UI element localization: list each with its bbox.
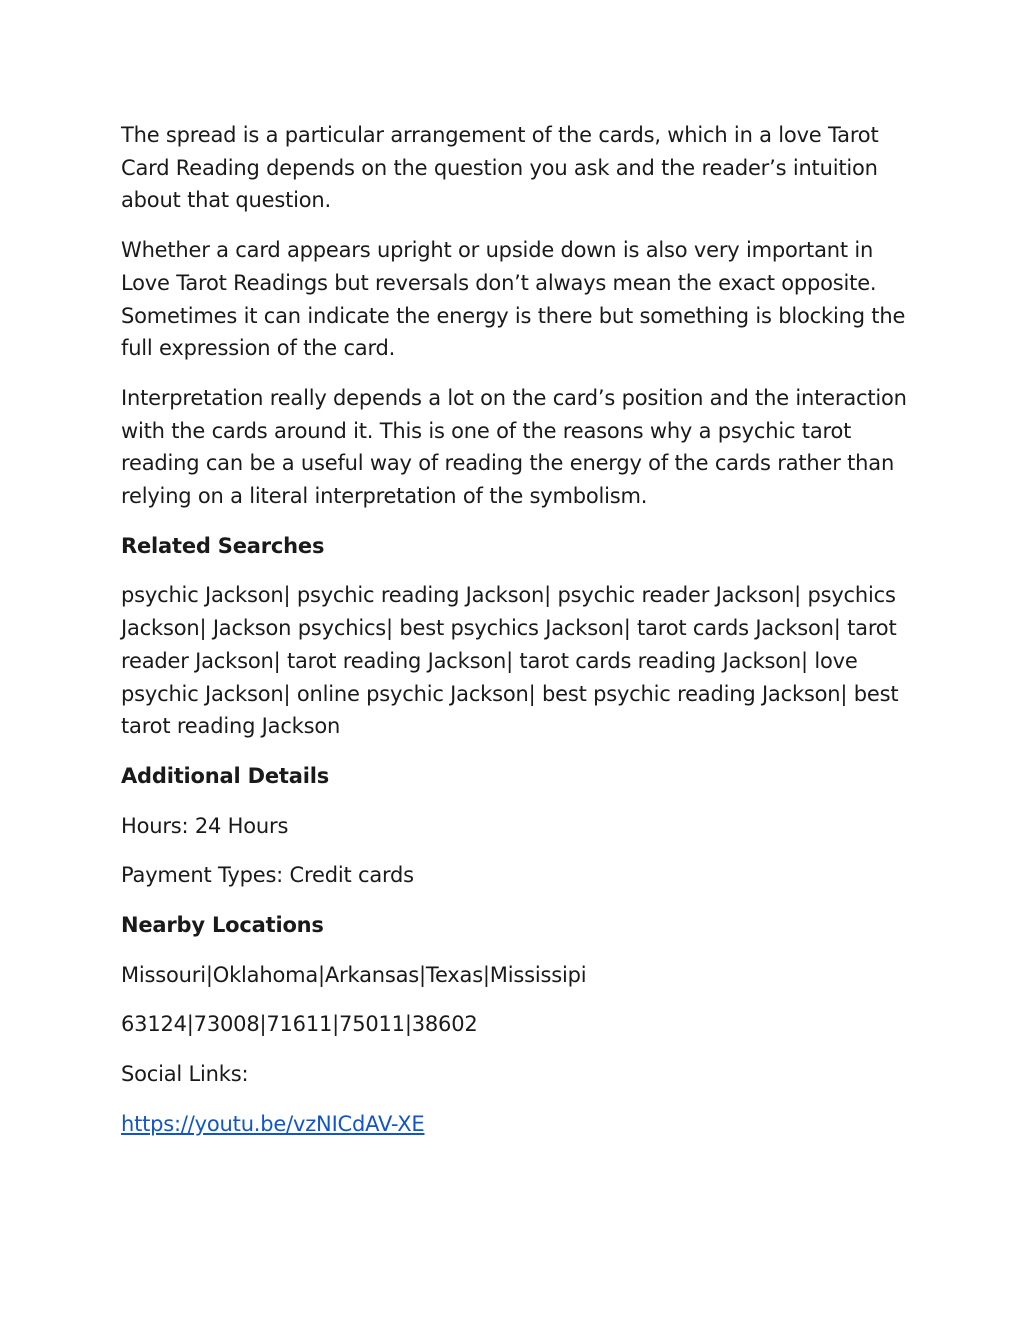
- paragraph-interpretation: Interpretation really depends a lot on the card’s position and the interaction with the cards around it. This is one of the reasons why a psychic tarot reading can be a useful way of reading the energy of the cards rather than relying on a literal interpretation of the symbolism.: [121, 385, 907, 509]
- paragraph-reversals: Whether a card appears upright or upside down is also very important in Love Tarot Readings but reversals don’t always mean the exact opposite. Sometimes it can indicate the energy is there but something is blocking the full expression of the card.: [121, 238, 906, 361]
- nearby-states-text: Missouri|Oklahoma|Arkansas|Texas|Mississipi: [121, 962, 587, 987]
- additional-details-heading: Additional Details: [121, 763, 329, 788]
- related-searches-text: psychic Jackson| psychic reading Jackson| psychic reader Jackson| psychics Jackson| Jackson psychics| best psychics Jackson| tarot cards Jackson| tarot reader Jackson| tarot reading Jackson| tarot cards reading Jackson| love psychic Jackson| online psychic Jackson| best psychic reading Jackson| best tarot reading Jackson: [121, 583, 899, 739]
- nearby-locations-heading: Nearby Locations: [121, 913, 324, 938]
- nearby-zip-codes-text: 63124|73008|71611|75011|38602: [121, 1012, 478, 1037]
- document-page: [121, 119, 911, 1141]
- related-searches-heading: Related Searches: [121, 533, 325, 558]
- paragraph-spread: The spread is a particular arrangement of the cards, which in a love Tarot Card Reading depends on the question you ask and the reader’s intuition about that question.: [121, 123, 879, 213]
- hours-text: Hours: 24 Hours: [121, 813, 289, 838]
- payment-types-text: Payment Types: Credit cards: [121, 863, 414, 888]
- youtube-link[interactable]: https://youtu.be/vzNICdAV-XE: [121, 1111, 425, 1136]
- social-links-label: Social Links:: [121, 1062, 249, 1087]
